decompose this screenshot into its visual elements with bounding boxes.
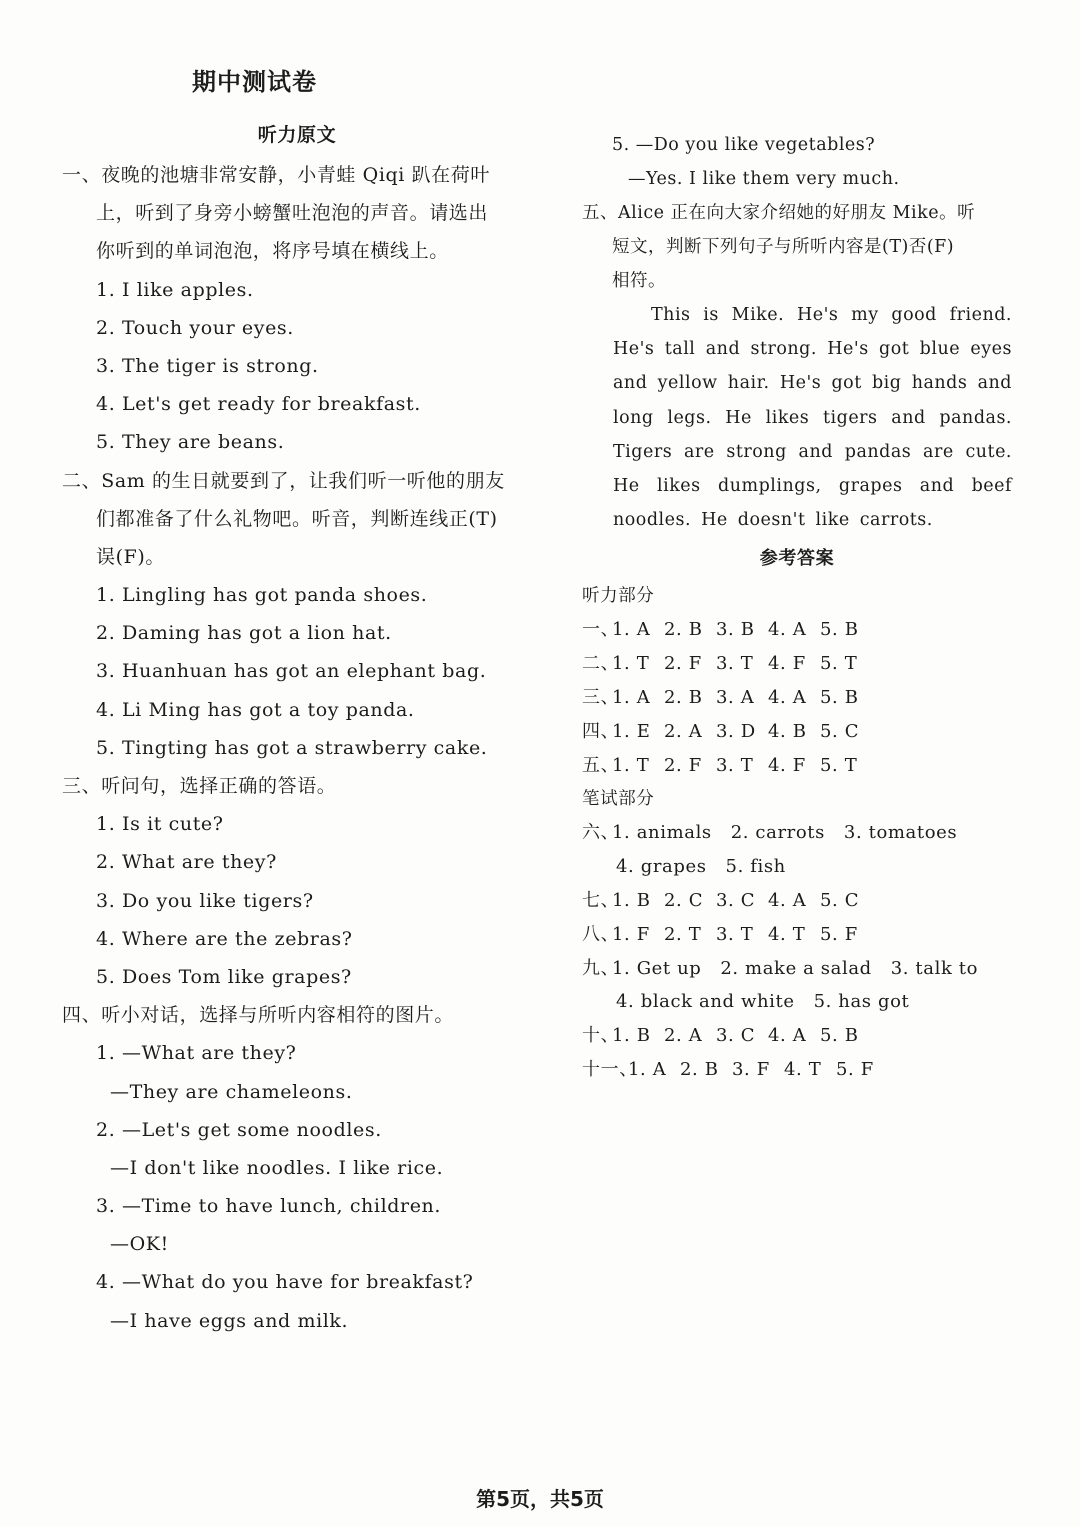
- section-instruction: 误(F)。: [96, 545, 166, 568]
- dialog-question: 3. —Time to have lunch, children.: [96, 1195, 442, 1218]
- list-item: 2. Daming has got a lion hat.: [96, 622, 392, 645]
- answer-item: 4. A: [768, 1025, 807, 1047]
- list-item: 5. Does Tom like grapes?: [96, 965, 352, 988]
- answer-item: 4. F: [768, 754, 806, 776]
- answer-item: 5. B: [820, 687, 859, 709]
- answer-row: [582, 613, 1012, 647]
- answer-item: 2. T: [664, 923, 702, 945]
- answer-row-number: 八、: [582, 923, 620, 945]
- section-instruction: 五、Alice 正在向大家介绍她的好朋友 Mike。听: [582, 203, 976, 223]
- section-instruction: 一、夜晚的池塘非常安静，小青蛙 Qiqi 趴在荷叶: [62, 164, 490, 186]
- answer-row: [582, 1053, 1012, 1087]
- list-item: 2. Touch your eyes.: [96, 316, 294, 339]
- dialog-answer: —I have eggs and milk.: [110, 1309, 349, 1332]
- section-instruction: 你听到的单词泡泡，将序号填在横线上。: [96, 240, 449, 263]
- answer-row-number: 十、: [582, 1025, 620, 1047]
- answer-item: 4. B: [768, 720, 807, 742]
- answer-row: [582, 647, 1012, 681]
- answer-item: 5. F: [836, 1058, 874, 1080]
- answer-row-number: 七、: [582, 890, 620, 911]
- page-footer: 第5页，共5页: [476, 1487, 604, 1511]
- answer-row: [582, 918, 1012, 952]
- answer-item: 3. C: [716, 890, 756, 911]
- answer-item: 1. B: [612, 890, 651, 911]
- answer-row-number: 三、: [582, 687, 620, 709]
- answer-item: 2. B: [680, 1058, 719, 1080]
- dialog-answer: —I don't like noodles. I like rice.: [110, 1156, 444, 1179]
- answer-row-number: 一、: [582, 619, 620, 641]
- listening-answers: [582, 613, 1012, 782]
- answer-item: 3. T: [716, 923, 754, 945]
- answer-row-number: 四、: [582, 720, 620, 742]
- list-item: 4. Where are the zebras?: [96, 927, 353, 950]
- section-instruction: 相符。: [612, 271, 666, 291]
- answer-item: 3. T: [716, 754, 754, 776]
- answer-item: 5. C: [820, 720, 860, 742]
- section-instruction: 短文，判断下列句子与所听内容是(T)否(F): [612, 237, 955, 257]
- answer-item: 4. A: [768, 890, 807, 911]
- section-5: [582, 196, 1012, 537]
- answer-item: 2. C: [664, 890, 704, 911]
- dialog-question: 5. —Do you like vegetables?: [612, 135, 876, 155]
- section-4: [62, 996, 532, 1340]
- dialog-answer: —OK!: [110, 1233, 169, 1256]
- answer-row-number: 五、: [582, 754, 620, 776]
- dialog-question: 4. —What do you have for breakfast?: [96, 1271, 474, 1294]
- dialog-answer: —They are chameleons.: [110, 1080, 353, 1103]
- section-3: [62, 767, 532, 996]
- left-column: [62, 120, 532, 1340]
- answer-row-number: 六、: [582, 822, 620, 844]
- answer-item: 4. T: [784, 1058, 822, 1080]
- answer-item: 2. A: [664, 720, 703, 742]
- answer-item: 4. F: [768, 653, 806, 675]
- section-instruction: 上，听到了身旁小螃蟹吐泡泡的声音。请选出: [96, 202, 489, 225]
- answer-item: 5. B: [820, 619, 859, 641]
- list-item: 4. Li Ming has got a toy panda.: [96, 698, 415, 721]
- answer-item: 5. T: [820, 754, 858, 776]
- answer-row: [582, 749, 1012, 783]
- page-title: 期中测试卷: [192, 68, 317, 96]
- section-1: [62, 156, 532, 462]
- answers-heading: 参考答案: [759, 548, 835, 570]
- answer-row-number: 九、: [582, 957, 620, 979]
- written-answers: [582, 816, 1012, 1086]
- section-2: [62, 462, 532, 768]
- right-column: [582, 128, 1012, 1087]
- passage: [582, 298, 1012, 537]
- answer-row: [582, 884, 1012, 918]
- answer-row: [582, 715, 1012, 749]
- answer-item: 5. C: [820, 890, 860, 911]
- answer-item: 1. Get up 2. make a salad 3. talk to: [612, 957, 979, 979]
- list-item: 1. Lingling has got panda shoes.: [96, 584, 428, 607]
- list-item: 3. The tiger is strong.: [96, 354, 319, 377]
- answer-item: 1. A: [628, 1058, 667, 1080]
- answer-row-continued: 4. grapes 5. fish: [616, 856, 786, 878]
- list-item: 5. Tingting has got a strawberry cake.: [96, 736, 488, 759]
- section-instruction: 们都准备了什么礼物吧。听音，判断连线正(T): [96, 507, 498, 530]
- passage-text: This is Mike. He's my good friend. He's tall and strong. He's got blue eyes and yellow hair. He's got big hands and long legs. He likes tigers and pandas. Tigers are strong and pandas are cute. He likes dumplings, grapes and beef noodles. He doesn't like carrots.: [613, 305, 1012, 531]
- answer-item: 4. A: [768, 619, 807, 641]
- section-instruction: 三、听问句，选择正确的答语。: [62, 775, 337, 797]
- answer-item: 4. A: [768, 687, 807, 709]
- answer-item: 1. T: [612, 754, 650, 776]
- list-item: 1. I like apples.: [96, 278, 254, 301]
- list-item: 4. Let's get ready for breakfast.: [96, 393, 421, 416]
- answer-item: 2. B: [664, 687, 703, 709]
- answer-item: 1. animals 2. carrots 3. tomatoes: [612, 822, 958, 844]
- answer-row-number: 十一、: [582, 1058, 638, 1080]
- answer-item: 2. F: [664, 754, 702, 776]
- answer-item: 3. C: [716, 1025, 756, 1047]
- answer-item: 1. B: [612, 1025, 651, 1047]
- answer-item: 1. E: [612, 720, 651, 742]
- dialog-answer: —Yes. I like them very much.: [628, 169, 900, 189]
- section-instruction: 二、Sam 的生日就要到了，让我们听一听他的朋友: [62, 469, 505, 492]
- answer-item: 2. F: [664, 653, 702, 675]
- answer-item: 3. F: [732, 1058, 770, 1080]
- written-answers-label: 笔试部分: [582, 789, 655, 810]
- answer-item: 1. A: [612, 619, 651, 641]
- answer-item: 4. T: [768, 923, 806, 945]
- list-item: 3. Huanhuan has got an elephant bag.: [96, 660, 487, 683]
- dialog-question: 2. —Let's get some noodles.: [96, 1118, 382, 1141]
- answer-item: 1. A: [612, 687, 651, 709]
- listening-text-heading: 听力原文: [257, 124, 337, 146]
- answer-row: [582, 952, 1012, 986]
- section-instruction: 四、听小对话，选择与所听内容相符的图片。: [62, 1004, 455, 1027]
- answer-row: [582, 681, 1012, 715]
- listening-answers-label: 听力部分: [582, 586, 655, 607]
- list-item: 1. Is it cute?: [96, 813, 224, 836]
- answer-item: 5. T: [820, 653, 858, 675]
- answer-item: 1. F: [612, 923, 650, 945]
- answer-item: 3. B: [716, 619, 755, 641]
- list-item: 3. Do you like tigers?: [96, 889, 314, 912]
- answer-item: 3. T: [716, 653, 754, 675]
- answer-item: 5. B: [820, 1025, 859, 1047]
- answer-row-continued: 4. black and white 5. has got: [616, 991, 910, 1013]
- answer-row: [582, 816, 1012, 850]
- answer-row-number: 二、: [582, 653, 620, 675]
- list-item: 5. They are beans.: [96, 431, 285, 454]
- answer-item: 3. D: [716, 720, 756, 742]
- answer-item: 2. A: [664, 1025, 703, 1047]
- answer-item: 2. B: [664, 619, 703, 641]
- answer-item: 1. T: [612, 653, 650, 675]
- dialog-question: 1. —What are they?: [96, 1042, 297, 1065]
- answer-item: 5. F: [820, 923, 858, 945]
- list-item: 2. What are they?: [96, 851, 277, 874]
- answer-row: [582, 1019, 1012, 1053]
- answer-item: 3. A: [716, 687, 755, 709]
